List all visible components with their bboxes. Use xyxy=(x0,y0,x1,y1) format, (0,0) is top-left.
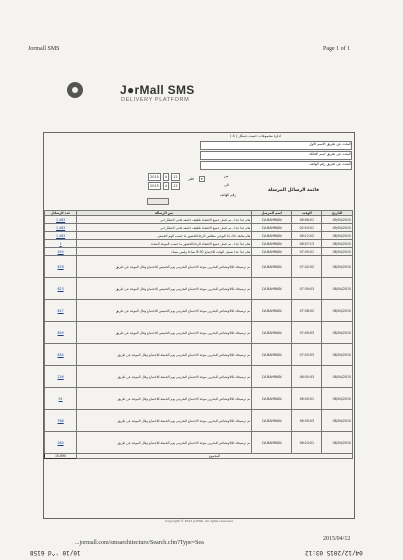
cell-count[interactable]: 280 xyxy=(45,432,77,454)
table-row xyxy=(45,388,353,410)
table-row xyxy=(45,248,353,256)
table-row xyxy=(45,216,353,224)
cell-date: 08/04/2015 xyxy=(322,410,353,432)
jormall-logo-icon xyxy=(67,82,83,98)
messages-table xyxy=(44,210,353,459)
cell-date: 09/04/2015 xyxy=(322,216,353,224)
col-sender: اسم المرسل xyxy=(252,211,292,216)
search-options xyxy=(200,141,352,170)
cell-sender: CA.BAHRAIN xyxy=(252,300,292,322)
col-time: الوقت xyxy=(292,211,322,216)
cell-date: 08/04/2015 xyxy=(322,248,353,256)
search-submit-button[interactable] xyxy=(147,198,169,205)
panel-caption: ادارة مجموعات حسب دسكل ( 4 ) xyxy=(230,134,281,138)
cell-time: 07:03:03 xyxy=(292,344,322,366)
copyright: Copyright © 2012 JorMall. All rights reserved. xyxy=(165,519,234,523)
from-year-select[interactable]: 2015 xyxy=(150,175,159,179)
cell-date: 08/04/2015 xyxy=(322,344,353,366)
print-footer-date: 2015/04/12 xyxy=(323,536,351,542)
print-header-title: Jormall SMS xyxy=(28,46,60,52)
cell-sender: CA.BAHRAIN xyxy=(252,240,292,248)
cell-date: 08/04/2015 xyxy=(322,278,353,300)
table-row xyxy=(45,224,353,232)
cell-sender: CA.BAHRAIN xyxy=(252,410,292,432)
filter-label: فلتر xyxy=(188,177,194,181)
cell-time: 06:45:01 xyxy=(292,388,322,410)
to-year-select[interactable]: 2015 xyxy=(150,184,159,188)
table-row xyxy=(45,256,353,278)
total-row xyxy=(45,454,353,459)
from-label: من xyxy=(224,174,229,178)
cell-count[interactable]: 823 xyxy=(45,278,77,300)
col-count: عدد الرسائل xyxy=(45,211,77,216)
cell-text: تم ترسيخك للالاوتصاعي للبحرين موعد الاجتماع البحريني يوم الجمعة للاجتماع وقال الموعد عن طريق xyxy=(77,388,252,410)
to-label: الى xyxy=(224,183,229,187)
cell-date: 08/04/2015 xyxy=(322,388,353,410)
cell-count[interactable]: 91 xyxy=(45,388,77,410)
table-row xyxy=(45,300,353,322)
cell-time: 06:50:43 xyxy=(292,366,322,388)
cell-time: 06:24:01 xyxy=(292,432,322,454)
cell-count[interactable]: 1,463 xyxy=(45,216,77,224)
cell-count[interactable]: 817 xyxy=(45,300,77,322)
cell-sender: CA.BAHRAIN xyxy=(252,248,292,256)
table-row xyxy=(45,278,353,300)
cell-text: تم ترسيخك للالاوتصاعي للبحرين موعد الاجتماع البحريني يوم الجمعة للاجتماع وقال الموعد عن طريق xyxy=(77,432,252,454)
cell-text: تم ترسيخك للالاوتصاعي للبحرين موعد الاجتماع البحريني يوم الجمعة للاجتماع وقال الموعد عن طريق xyxy=(77,344,252,366)
from-month-select[interactable]: 4 xyxy=(164,175,168,179)
cell-time: 06:12:02 xyxy=(292,232,322,240)
cell-date: 08/04/2015 xyxy=(322,300,353,322)
cell-time: 07:38:02 xyxy=(292,300,322,322)
from-day-select[interactable]: 12 xyxy=(173,175,178,179)
cell-sender: CA.BAHRAIN xyxy=(252,432,292,454)
col-text: نص الرسالة xyxy=(77,211,252,216)
cell-sender: CA.BAHRAIN xyxy=(252,216,292,224)
cell-date: 08/04/2015 xyxy=(322,240,353,248)
cell-time: 07:09:03 xyxy=(292,322,322,344)
cell-sender: CA.BAHRAIN xyxy=(252,388,292,410)
section-title: قائمة الرسائل المرسلة xyxy=(268,188,320,193)
cell-sender: CA.BAHRAIN xyxy=(252,278,292,300)
cell-count[interactable]: 768 xyxy=(45,410,77,432)
brand-name: J●rMall SMS xyxy=(120,83,195,97)
filter-controls xyxy=(188,165,205,184)
cell-text: تم ترسيخك للالاوتصاعي للبحرين موعد الاجتماع البحريني يوم الخميس للاجتماع وقال الموعد عن طريق xyxy=(77,256,252,278)
cell-time: 07:39:03 xyxy=(292,278,322,300)
search-by-phone[interactable]: البحث عن طريق رقم الهاتف xyxy=(200,161,352,170)
cell-text: تم ترسيخك للالاوتصاعي للبحرين موعد الاجتماع البحريني يوم الجمعة للاجتماع وقال الموعد عن طريق xyxy=(77,410,252,432)
table-row xyxy=(45,240,353,248)
cell-text: هام جدا جدا نشيبل الوقت للاجتماع 8:30 صباحا وليس مساء xyxy=(77,248,252,256)
fax-stamp-right: 04/12/2015 03:12 xyxy=(305,549,363,556)
cell-text: هام جدا جدا ، نم ناسل جميع الاعضاء الرجاءالحضور ما حسب الموعد المحدد xyxy=(77,240,252,248)
cell-count[interactable]: 1 xyxy=(45,240,77,248)
cell-date: 08/04/2015 xyxy=(322,322,353,344)
print-header-page: Page 1 of 1 xyxy=(323,46,351,52)
table-row xyxy=(45,410,353,432)
cell-sender: CA.BAHRAIN xyxy=(252,232,292,240)
phone-label: رقم الهاتف xyxy=(220,193,237,197)
cell-count[interactable]: 1,463 xyxy=(45,232,77,240)
print-footer-url: ...jormall.com/smsarchitecturo/Search.cfm?Type=Sea xyxy=(75,540,204,546)
to-date xyxy=(148,182,180,190)
cell-text: تم ترسيخك للالاوتصاعي للبحرين موعد الاجتماع البحريني يوم الخميس للاجتماع وقال الموعد عن طريق xyxy=(77,278,252,300)
cell-count[interactable]: 226 xyxy=(45,366,77,388)
cell-count[interactable]: 859 xyxy=(45,322,77,344)
from-date xyxy=(148,173,180,181)
to-month-select[interactable]: 4 xyxy=(164,184,168,188)
cell-text: هام جدا جدا ، نم ناسل جميع الاعضاء نلطيف جامعه لجنى لانتظار امر xyxy=(77,216,252,224)
cell-text: تم ترسيخك للالاوتصاعي للبحرين موعد الاجتماع البحريني يوم الجمعة للاجتماع وقال الموعد عن طريق xyxy=(77,366,252,388)
cell-date: 09/04/2015 xyxy=(322,224,353,232)
cell-count[interactable]: 834 xyxy=(45,344,77,366)
fax-stamp-left: 10/10 '^d 6158 xyxy=(30,549,81,556)
cell-time: 06:30:03 xyxy=(292,410,322,432)
to-day-select[interactable]: 12 xyxy=(173,184,178,188)
cell-time: 08:57:13 xyxy=(292,240,322,248)
cell-count[interactable]: 876 xyxy=(45,256,77,278)
table-row xyxy=(45,366,353,388)
cell-time: 06:06:01 xyxy=(292,216,322,224)
cell-count[interactable]: 450 xyxy=(45,248,77,256)
cell-time: 07:42:02 xyxy=(292,256,322,278)
total-label: المجموع xyxy=(77,454,353,459)
cell-text: هام شاهد جاك لنا البوحي مطلس الرجاءالحضور ما حسب الهم الجمعي xyxy=(77,232,252,240)
cell-date: 08/04/2015 xyxy=(322,432,353,454)
cell-date: 08/04/2015 xyxy=(322,256,353,278)
cell-date: 08/04/2015 xyxy=(322,232,353,240)
cell-time: 07:45:01 xyxy=(292,248,322,256)
cell-time: 02:54:01 xyxy=(292,224,322,232)
cell-text: تم ترسيخك للالاوتصاعي للبحرين موعد الاجتماع البحريني يوم الخميس للاجتماع وقال الموعد عن طريق xyxy=(77,300,252,322)
table-row xyxy=(45,344,353,366)
cell-date: 08/04/2015 xyxy=(322,366,353,388)
filter-select[interactable]: ▾ xyxy=(200,177,203,181)
cell-sender: CA.BAHRAIN xyxy=(252,322,292,344)
cell-count[interactable]: 1,463 xyxy=(45,224,77,232)
col-date: التاريخ xyxy=(322,211,353,216)
table-row xyxy=(45,232,353,240)
table-row xyxy=(45,322,353,344)
search-by-last-name[interactable]: البحث عن طريق اسم العائلة xyxy=(200,151,352,160)
table-row xyxy=(45,432,353,454)
cell-text: تم ترسيخك للالاوتصاعي للبحرين موعد الاجتماع البحريني يوم الخميس للاجتماع وقال الموعد عن طريق xyxy=(77,322,252,344)
cell-sender: CA.BAHRAIN xyxy=(252,366,292,388)
cell-sender: CA.BAHRAIN xyxy=(252,344,292,366)
cell-sender: CA.BAHRAIN xyxy=(252,256,292,278)
cell-text: هام جدا جدا ، نم ناسل جميع الاعضاء نلطيف جامعه لجنى لانتظار امر xyxy=(77,224,252,232)
total-value: 10,890 xyxy=(45,454,77,459)
search-by-first-name[interactable]: البحث عن طريق الاسم الاول xyxy=(200,141,352,150)
brand-tagline: DELIVERY PLATFORM xyxy=(121,97,190,103)
cell-sender: CA.BAHRAIN xyxy=(252,224,292,232)
